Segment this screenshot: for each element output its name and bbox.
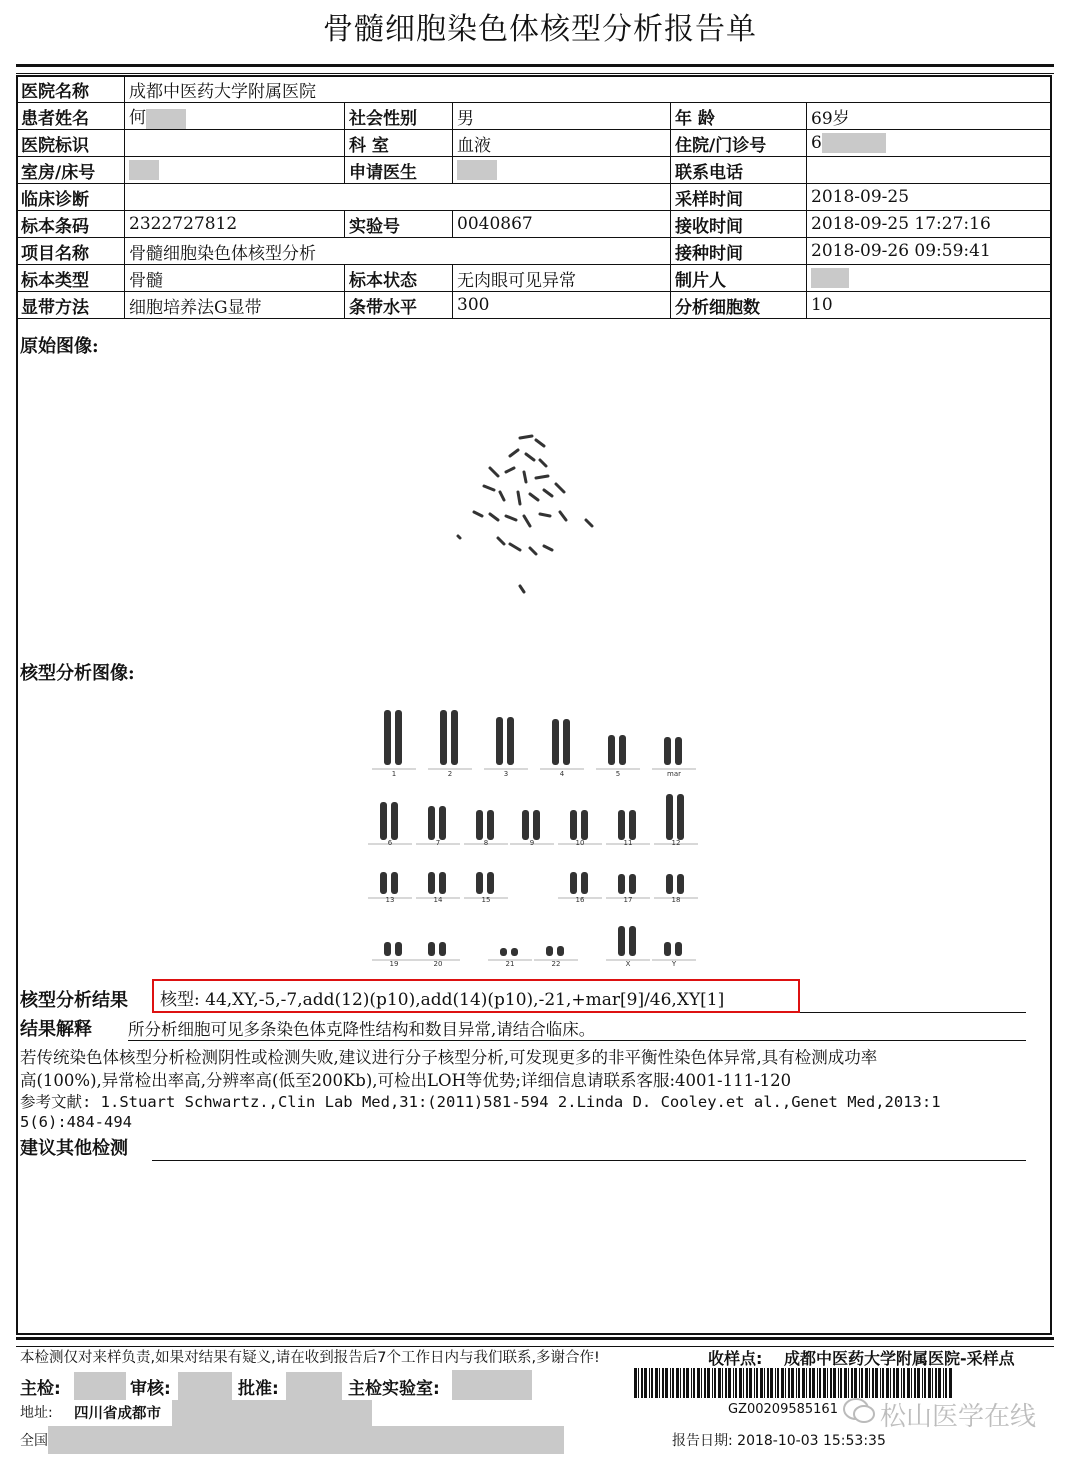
chromosome-label: mar [667, 770, 681, 778]
phone-value [807, 157, 1052, 184]
barcode-value: 2322727812 [125, 211, 345, 238]
barcode-bar [903, 1368, 905, 1398]
state-value: 无肉眼可见异常 [453, 265, 671, 292]
hospital-label: 医院名称 [17, 76, 125, 103]
barcode-bar [924, 1368, 926, 1398]
chromosome [496, 717, 503, 765]
chromosome [428, 806, 435, 840]
metaphase-image [440, 420, 620, 600]
barcode-bar [796, 1368, 797, 1398]
chromosome-label: 6 [387, 839, 393, 847]
chromosome [618, 874, 625, 894]
redaction [457, 160, 497, 180]
barcode-bar [872, 1368, 874, 1398]
addr-label: 地址: [20, 1405, 53, 1421]
chromosome-label: 2 [447, 770, 453, 778]
redaction [48, 1426, 564, 1454]
barcode-bar [943, 1368, 944, 1398]
chromosome [563, 719, 570, 765]
chromosome [629, 810, 636, 840]
type-label: 标本类型 [17, 265, 125, 292]
chromosome [476, 810, 483, 840]
barcode-bar [704, 1368, 706, 1398]
chromosome [664, 737, 671, 765]
chromosome [619, 735, 626, 765]
barcode-bar [882, 1368, 884, 1398]
room-label: 室房/床号 [17, 157, 125, 184]
inpatient-value [807, 130, 1052, 157]
cells-label: 分析细胞数 [671, 292, 807, 319]
barcode-image [634, 1368, 954, 1398]
chromosome [440, 710, 447, 765]
barcode-bar [922, 1368, 923, 1398]
barcode-bar [659, 1368, 660, 1398]
barcode-bar [840, 1368, 842, 1398]
band-label: 条带水平 [345, 292, 453, 319]
barcode-bar [683, 1368, 685, 1398]
chromosome-label: 10 [575, 839, 585, 847]
barcode-bar [662, 1368, 664, 1398]
chromosome-label: 17 [623, 896, 633, 904]
chromosome [391, 802, 398, 840]
phone-label: 联系电话 [671, 157, 807, 184]
wechat-logo [842, 1396, 876, 1426]
interp-text: 所分析细胞可见多条染色体克降性结构和数目异常,请结合临床。 [128, 1020, 596, 1039]
barcode-bar [827, 1368, 828, 1398]
barcode-bar [777, 1368, 779, 1398]
barcode-bar [812, 1368, 815, 1398]
barcode-bar [859, 1368, 860, 1398]
barcode-bar [641, 1368, 643, 1398]
barcode-bar [686, 1368, 689, 1398]
redaction [286, 1372, 342, 1400]
barcode-bar [665, 1368, 668, 1398]
sex-value: 男 [453, 103, 671, 130]
redaction [811, 268, 849, 288]
chromosome-label: 22 [551, 960, 561, 968]
diag-value [125, 184, 671, 211]
barcode-bar [644, 1368, 647, 1398]
barcode-bar [749, 1368, 752, 1398]
addr-value: 四川省成都市 [74, 1406, 161, 1422]
chromosome [511, 948, 518, 956]
result-underline [800, 1012, 1026, 1013]
chromosome [439, 942, 446, 956]
barcode-bar [802, 1368, 805, 1398]
barcode-bar [917, 1368, 920, 1398]
barcode-bar [865, 1368, 868, 1398]
redaction [146, 109, 186, 129]
barcode-bar [697, 1368, 700, 1398]
barcode-bar [701, 1368, 702, 1398]
barcode-bar [775, 1368, 776, 1398]
chromosome [384, 710, 391, 765]
chromosome [581, 810, 588, 840]
chromosome [570, 810, 577, 840]
approve-label: 批准: [238, 1379, 279, 1399]
chromosome [557, 946, 564, 956]
chromosome [439, 806, 446, 840]
site-label: 收样点: [708, 1349, 763, 1368]
chromosome-label: 11 [623, 839, 633, 847]
table-row [17, 103, 1052, 130]
chromosome-label: 12 [671, 839, 681, 847]
chromosome [675, 737, 682, 765]
barcode-bar [809, 1368, 811, 1398]
barcode-bar [722, 1368, 723, 1398]
chromosome [677, 794, 684, 840]
barcode-bar [848, 1368, 849, 1398]
chromosome [533, 810, 540, 840]
barcode-bar [880, 1368, 881, 1398]
band-value: 300 [453, 292, 671, 319]
chromosome [500, 948, 507, 956]
barcode-bar [932, 1368, 933, 1398]
hosp-id-label: 医院标识 [17, 130, 125, 157]
chromosome [664, 942, 671, 956]
redaction [74, 1372, 126, 1400]
chromosome-label: 3 [503, 770, 509, 778]
barcode-bar [791, 1368, 794, 1398]
diag-label: 临床诊断 [17, 184, 125, 211]
chromosome-label: 9 [529, 839, 535, 847]
chromosome-label: 13 [385, 896, 395, 904]
barcode-bar [823, 1368, 826, 1398]
barcode-bar [649, 1368, 650, 1398]
report-title: 骨髓细胞染色体核型分析报告单 [323, 12, 757, 47]
chromosome-label: 15 [481, 896, 491, 904]
table-row [17, 211, 1052, 238]
redaction [822, 133, 886, 153]
chromosome-label: X [625, 960, 631, 968]
chromosome [677, 874, 684, 894]
lab-label: 主检实验室: [348, 1379, 440, 1399]
chromosome [487, 872, 494, 894]
barcode-bar [634, 1368, 637, 1398]
chromosome-label: Y [671, 960, 677, 968]
maker-value [807, 265, 1052, 292]
chief-label: 主检: [20, 1379, 61, 1399]
hosp-id-value [125, 130, 345, 157]
note-line-1: 若传统染色体核型分析检测阴性或检测失败,建议进行分子核型分析,可发现更多的非平衡性染色体异常,具有检测成功率 [20, 1048, 878, 1067]
age-label: 年 龄 [671, 103, 807, 130]
barcode-bar [851, 1368, 853, 1398]
barcode-bar [893, 1368, 895, 1398]
barcode-bar [693, 1368, 695, 1398]
chromosome [507, 717, 514, 765]
table-row [17, 76, 1052, 103]
chromosome [395, 710, 402, 765]
chromosome [380, 872, 387, 894]
barcode-bar [767, 1368, 769, 1398]
barcode-bar [735, 1368, 737, 1398]
chromosome [428, 942, 435, 956]
barcode-number: GZ00209585161 [728, 1402, 838, 1417]
chromosome [581, 872, 588, 894]
table-row [17, 157, 1052, 184]
chromosome [618, 926, 625, 956]
chromosome-label: 7 [435, 839, 441, 847]
barcode-bar [817, 1368, 818, 1398]
barcode-bar [770, 1368, 773, 1398]
chromosome-label: 8 [483, 839, 489, 847]
barcode-bar [838, 1368, 839, 1398]
item-value: 骨髓细胞染色体核型分析 [125, 238, 671, 265]
patient-value [125, 103, 345, 130]
chromosome [552, 719, 559, 765]
barcode-bar [819, 1368, 821, 1398]
sample-time-value: 2018-09-25 [807, 184, 1052, 211]
barcode-bar [691, 1368, 692, 1398]
chromosome [608, 735, 615, 765]
karyotype-image-heading: 核型分析图像: [20, 663, 135, 684]
barcode-bar [785, 1368, 786, 1398]
nation-label: 全国 [20, 1433, 48, 1449]
patient-label: 患者姓名 [17, 103, 125, 130]
karyotype-result: 核型: 44,XY,-5,-7,add(12)(p10),add(14)(p10),-21,+mar[9]/46,XY[1] [152, 979, 800, 1013]
barcode-bar [680, 1368, 681, 1398]
review-label: 审核: [130, 1379, 171, 1399]
note-line-2: 高(100%),异常检出率高,分辨率高(低至200Kb),可检出LOH等优势;详细信息请联系客服:4001-111-120 [20, 1071, 792, 1090]
lab-no-value: 0040867 [453, 211, 671, 238]
dept-value: 血液 [453, 130, 671, 157]
barcode-bar [833, 1368, 836, 1398]
barcode-bar [739, 1368, 742, 1398]
interp-underline [128, 1040, 1026, 1041]
doctor-label: 申请医生 [345, 157, 453, 184]
method-label: 显带方法 [17, 292, 125, 319]
barcode-bar [806, 1368, 807, 1398]
original-image-heading: 原始图像: [20, 336, 99, 357]
barcode-bar [886, 1368, 889, 1398]
karyogram-image [360, 700, 710, 970]
item-label: 项目名称 [17, 238, 125, 265]
barcode-bar [869, 1368, 870, 1398]
chromosome-label: 14 [433, 896, 443, 904]
reference-line-1: 参考文献: 1.Stuart Schwartz.,Clin Lab Med,31:(2011)581-594 2.Linda D. Cooley.et al.,Genet Med,2013:1 [20, 1093, 941, 1111]
redaction [172, 1400, 372, 1426]
barcode-bar [798, 1368, 800, 1398]
chromosome-label: 5 [615, 770, 621, 778]
barcode-bar [638, 1368, 639, 1398]
chromosome-label: 4 [559, 770, 565, 778]
chromosome [666, 794, 673, 840]
chromosome [570, 872, 577, 894]
barcode-bar [854, 1368, 857, 1398]
barcode-bar [875, 1368, 878, 1398]
barcode-bar [938, 1368, 941, 1398]
chromosome [451, 710, 458, 765]
barcode-bar [844, 1368, 847, 1398]
barcode-bar [743, 1368, 744, 1398]
chromosome [487, 810, 494, 840]
chromosome [675, 942, 682, 956]
report-date: 报告日期: 2018-10-03 15:53:35 [672, 1433, 886, 1449]
inoc-label: 接种时间 [671, 238, 807, 265]
barcode-bar [728, 1368, 731, 1398]
chromosome [666, 874, 673, 894]
barcode-bar [907, 1368, 910, 1398]
chromosome-label: 21 [505, 960, 515, 968]
maker-label: 制片人 [671, 265, 807, 292]
chromosome [428, 872, 435, 894]
chromosome [629, 874, 636, 894]
chromosome [546, 946, 553, 956]
room-value [125, 157, 345, 184]
barcode-bar [712, 1368, 713, 1398]
watermark: 松山医学在线 [880, 1402, 1037, 1432]
title-rule [16, 64, 1054, 74]
chromosome-label: 20 [433, 960, 443, 968]
chromosome [384, 942, 391, 956]
reference-line-2: 5(6):484-494 [20, 1113, 132, 1131]
recv-label: 接收时间 [671, 211, 807, 238]
chromosome-label: 1 [391, 770, 397, 778]
disclaimer: 本检测仅对来样负责,如果对结果有疑义,请在收到报告后7个工作日内与我们联系,多谢合作! [20, 1350, 600, 1366]
table-row [17, 130, 1052, 157]
suggest-underline [152, 1160, 1026, 1161]
barcode-bar [901, 1368, 902, 1398]
chromosome [618, 810, 625, 840]
barcode-bar [781, 1368, 784, 1398]
suggest-label: 建议其他检测 [20, 1138, 128, 1159]
chromosome [439, 872, 446, 894]
barcode-bar [760, 1368, 763, 1398]
barcode-bar [707, 1368, 710, 1398]
chromosome [395, 942, 402, 956]
table-row [17, 265, 1052, 292]
table-row [17, 292, 1052, 319]
barcode-bar [911, 1368, 912, 1398]
barcode-bar [676, 1368, 679, 1398]
inpatient-label: 住院/门诊号 [671, 130, 807, 157]
barcode-label: 标本条码 [17, 211, 125, 238]
site-value: 成都中医药大学附属医院-采样点 [784, 1349, 1015, 1368]
barcode-bar [914, 1368, 916, 1398]
table-row [17, 238, 1052, 265]
result-label: 核型分析结果 [20, 990, 128, 1011]
barcode-bar [718, 1368, 721, 1398]
redaction [129, 160, 159, 180]
chromosome [476, 872, 483, 894]
patient-info-table [16, 75, 1052, 319]
chromosome [629, 926, 636, 956]
barcode-bar [733, 1368, 734, 1398]
barcode-bar [746, 1368, 748, 1398]
barcode-bar [764, 1368, 765, 1398]
inoc-value: 2018-09-26 09:59:41 [807, 238, 1052, 265]
cells-value: 10 [807, 292, 1052, 319]
barcode-bar [725, 1368, 727, 1398]
barcode-bar [651, 1368, 653, 1398]
chromosome [522, 810, 529, 840]
dept-label: 科 室 [345, 130, 453, 157]
state-label: 标本状态 [345, 265, 453, 292]
table-row [17, 184, 1052, 211]
redaction [178, 1372, 232, 1400]
chromosome [380, 802, 387, 840]
barcode-bar [890, 1368, 891, 1398]
barcode-bar [756, 1368, 758, 1398]
lab-no-label: 实验号 [345, 211, 453, 238]
barcode-bar [949, 1368, 952, 1398]
chromosome [391, 872, 398, 894]
patient-name: 何 [129, 108, 146, 129]
barcode-bar [714, 1368, 716, 1398]
chromosome-label: 18 [671, 896, 681, 904]
method-value: 细胞培养法G显带 [125, 292, 345, 319]
barcode-bar [861, 1368, 863, 1398]
sample-time-label: 采样时间 [671, 184, 807, 211]
barcode-bar [928, 1368, 931, 1398]
interp-label: 结果解释 [20, 1019, 92, 1040]
barcode-bar [896, 1368, 899, 1398]
age-value: 69岁 [807, 103, 1052, 130]
redaction [452, 1370, 532, 1400]
barcode-bar [655, 1368, 658, 1398]
chromosome-label: 16 [575, 896, 585, 904]
recv-value: 2018-09-25 17:27:16 [807, 211, 1052, 238]
barcode-bar [935, 1368, 937, 1398]
barcode-bar [670, 1368, 671, 1398]
barcode-bar [945, 1368, 947, 1398]
chromosome-label: 19 [389, 960, 399, 968]
barcode-bar [788, 1368, 790, 1398]
type-value: 骨髓 [125, 265, 345, 292]
doctor-value [453, 157, 671, 184]
sex-label: 社会性别 [345, 103, 453, 130]
barcode-bar [672, 1368, 674, 1398]
hospital-value: 成都中医药大学附属医院 [125, 76, 1052, 103]
barcode-bar [754, 1368, 755, 1398]
barcode-bar [830, 1368, 832, 1398]
inpatient-no: 6 [811, 132, 822, 153]
